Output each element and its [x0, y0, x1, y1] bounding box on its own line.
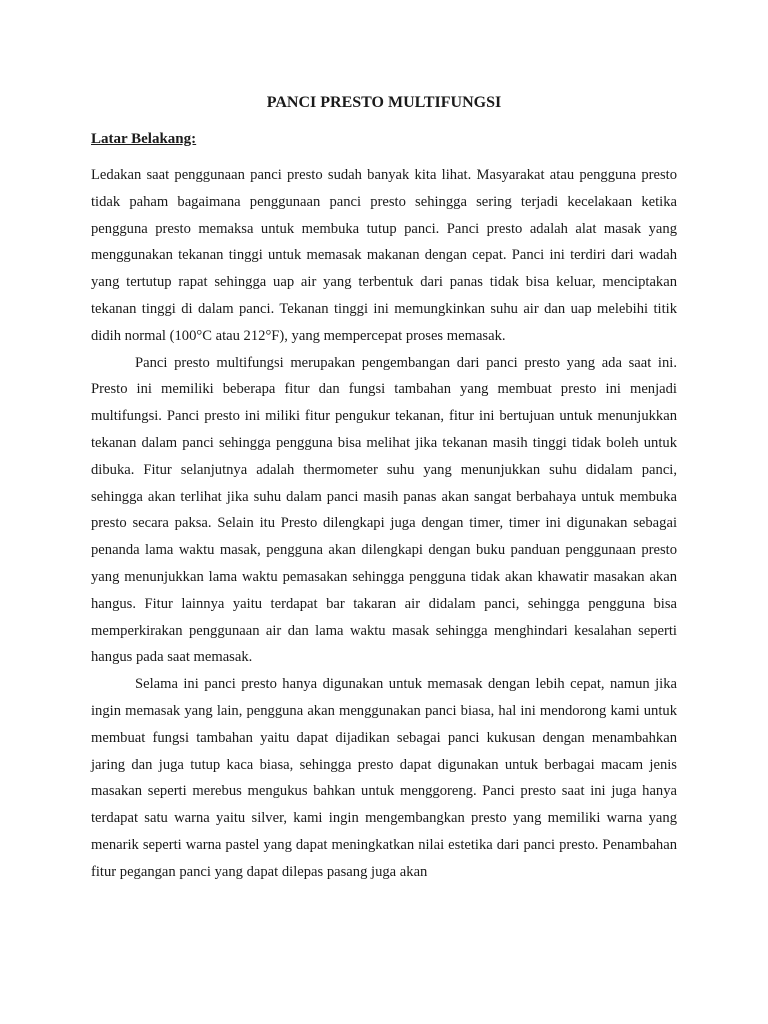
paragraph-3: Selama ini panci presto hanya digunakan untuk memasak dengan lebih cepat, namun jika ingin memasak yang lain, pengguna akan menggunakan panci biasa, hal ini mendorong kami untuk membuat fungsi tambahan yaitu dapat dijadikan sebagai panci kukusan dengan menambahkan jaring dan juga tutup kaca biasa, sehingga presto dapat digunakan untuk berbagai macam jenis masakan seperti merebus mengukus bahkan untuk menggoreng. Panci presto saat ini juga hanya terdapat satu warna yaitu silver, kami ingin mengembangkan presto yang memiliki warna yang menarik seperti warna pastel yang dapat meningkatkan nilai estetika dari panci presto. Penambahan fitur pegangan panci yang dapat dilepas pasang juga akan: [91, 676, 677, 880]
document-page: [91, 92, 677, 886]
document-title: PANCI PRESTO MULTIFUNGSI: [266, 94, 502, 111]
paragraph-1: Ledakan saat penggunaan panci presto sudah banyak kita lihat. Masyarakat atau pengguna presto tidak paham bagaimana penggunaan panci presto sehingga sering terjadi kecelakaan ketika pengguna presto memaksa untuk membuka tutup panci. Panci presto adalah alat masak yang menggunakan tekanan tinggi untuk memasak makanan dengan cepat. Panci ini terdiri dari wadah yang tertutup rapat sehingga uap air yang terbentuk dari panas tidak bisa keluar, menciptakan tekanan tinggi di dalam panci. Tekanan tinggi ini memungkinkan suhu air dan uap melebihi titik didih normal (100°C atau 212°F), yang mempercepat proses memasak.: [91, 167, 677, 344]
section-heading: Latar Belakang:: [91, 131, 197, 147]
paragraph-2: Panci presto multifungsi merupakan pengembangan dari panci presto yang ada saat ini. Presto ini memiliki beberapa fitur dan fungsi tambahan yang membuat presto ini menjadi multifungsi. Panci presto ini miliki fitur pengukur tekanan, fitur ini bertujuan untuk menunjukkan tekanan dalam panci sehingga pengguna bisa melihat jika tekanan masih tinggi tidak boleh untuk dibuka. Fitur selanjutnya adalah thermometer suhu yang menunjukkan suhu didalam panci, sehingga akan terlihat jika suhu dalam panci masih panas akan sangat berbahaya untuk membuka presto secara paksa. Selain itu Presto dilengkapi juga dengan timer, timer ini digunakan sebagai penanda lama waktu masak, pengguna akan dilengkapi dengan buku panduan penggunaan presto yang menunjukkan lama waktu pemasakan sehingga pengguna tidak akan khawatir masakan akan hangus. Fitur lainnya yaitu terdapat bar takaran air didalam panci, sehingga pengguna bisa memperkirakan penggunaan air dan lama waktu masak sehingga menghindari kesalahan seperti hangus pada saat memasak.: [91, 354, 677, 666]
